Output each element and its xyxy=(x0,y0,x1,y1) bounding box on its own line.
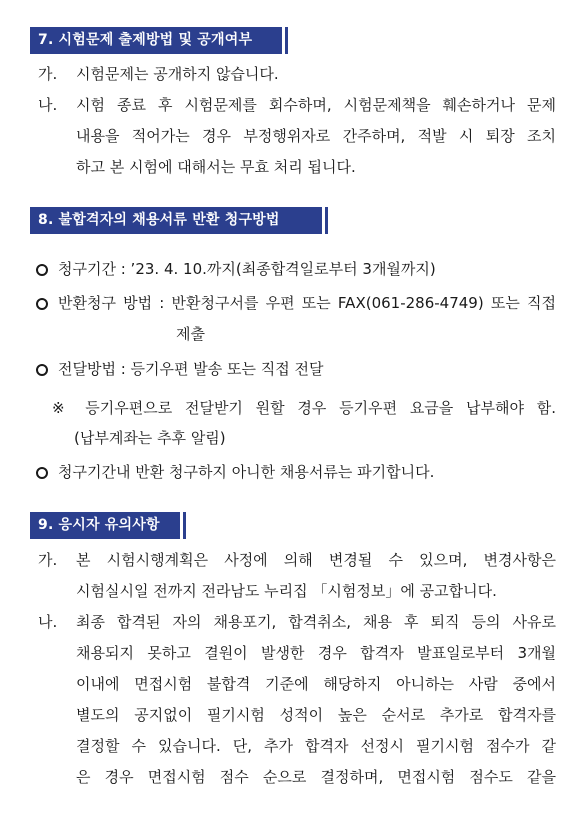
item-marker: 가. xyxy=(38,551,58,569)
section-8-title: 8. 불합격자의 채용서류 반환 청구방법 xyxy=(38,212,280,228)
section-9-title: 9. 응시자 유의사항 xyxy=(38,517,160,533)
bullet-text: 제출 xyxy=(176,325,205,343)
bullet-text: 전달방법 : 등기우편 발송 또는 직접 전달 xyxy=(58,360,324,378)
item-text: 하고 본 시험에 대해서는 무효 처리 됩니다. xyxy=(76,158,356,176)
item-text: 은 경우 면접시험 점수 순으로 결정하며, 면접시험 점수도 같을 xyxy=(76,768,556,786)
note-text: ※ 등기우편으로 전달받기 원할 경우 등기우편 요금을 납부해야 함. xyxy=(52,399,556,417)
item-text: 시험 종료 후 시험문제를 회수하며, 시험문제책을 훼손하거나 문제 xyxy=(76,96,556,114)
item-text: 내용을 적어가는 경우 부정행위자로 간주하며, 적발 시 퇴장 조치 xyxy=(76,127,556,145)
item-text: 별도의 공지없이 필기시험 성적이 높은 순서로 추가로 합격자를 xyxy=(76,706,556,724)
bullet-text: 청구기간 : ’23. 4. 10.까지(최종합격일로부터 3개월까지) xyxy=(58,260,436,278)
item-text: 최종 합격된 자의 채용포기, 합격취소, 채용 후 퇴직 등의 사유로 xyxy=(76,613,556,631)
item-text: 시험문제는 공개하지 않습니다. xyxy=(76,65,279,83)
bullet-circle-icon xyxy=(36,298,48,310)
item-text: 결정할 수 있습니다. 단, 추가 합격자 선정시 필기시험 점수가 같 xyxy=(76,737,556,755)
section-7-title: 7. 시험문제 출제방법 및 공개여부 xyxy=(38,32,253,48)
item-text: 시험실시일 전까지 전라남도 누리집 「시험정보」에 공고합니다. xyxy=(76,582,497,600)
item-text: 이내에 면접시험 불합격 기준에 해당하지 아니하는 사람 중에서 xyxy=(76,675,556,693)
item-text: 채용되지 못하고 결원이 발생한 경우 합격자 발표일로부터 3개월 xyxy=(76,644,556,662)
note-text: (납부계좌는 추후 알림) xyxy=(74,429,226,447)
bullet-circle-icon xyxy=(36,364,48,376)
item-marker: 나. xyxy=(38,96,58,114)
item-marker: 나. xyxy=(38,613,58,631)
bullet-text: 청구기간내 반환 청구하지 아니한 채용서류는 파기합니다. xyxy=(58,463,435,481)
item-marker: 가. xyxy=(38,65,58,83)
item-text: 본 시험시행계획은 사정에 의해 변경될 수 있으며, 변경사항은 xyxy=(76,551,556,569)
bullet-text: 반환청구 방법 : 반환청구서를 우편 또는 FAX(061-286-4749) 또는 직접 xyxy=(58,294,556,312)
bullet-circle-icon xyxy=(36,264,48,276)
bullet-circle-icon xyxy=(36,467,48,479)
